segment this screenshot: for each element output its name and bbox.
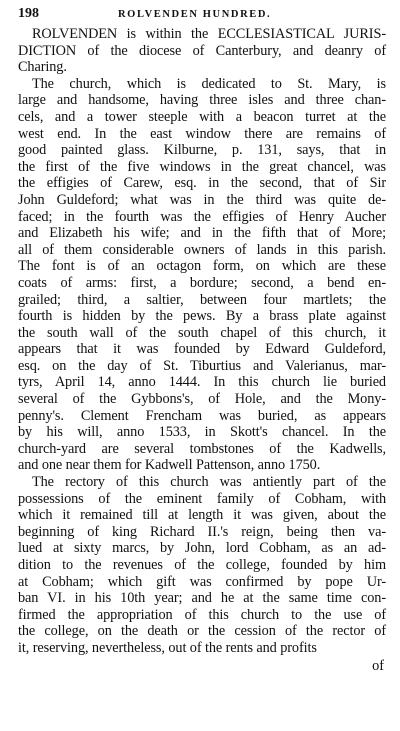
text-line: possessions of the eminent family of Cobham, with: [18, 490, 386, 507]
text-line: which it remained till at length it was given, about the: [18, 507, 386, 524]
page-number: 198: [18, 6, 39, 21]
text-line: tyrs, April 14, anno 1444. In this church lie buried: [18, 374, 386, 391]
text-line: the south wall of the south chapel of this church, it: [18, 324, 386, 341]
text-line: lued at sixty marcs, by John, lord Cobham, as an ad-: [18, 540, 386, 557]
text-line: The church, which is dedicated to St. Mary, is: [32, 75, 386, 92]
text-line: The rectory of this church was antiently part of the: [32, 474, 386, 491]
text-line: church-yard are several tombstones of the Kadwells,: [18, 440, 386, 457]
text-line: ROLVENDEN is within the ECCLESIASTICAL JURIS-: [32, 26, 386, 42]
text-line: faced; in the fourth was the effigies of Henry Aucher: [18, 208, 386, 225]
text-line: DICTION of the diocese of Canterbury, and deanry of: [18, 42, 386, 59]
text-line: several of the Gybbons's, of Hole, and the Mony-: [18, 391, 386, 408]
text-line: it, reserving, nevertheless, out of the rents and profits: [18, 639, 317, 656]
text-line: beginning of king Richard II.'s reign, being then va-: [18, 523, 386, 540]
text-line: all of them considerable owners of lands in this parish.: [18, 241, 386, 258]
text-line: cels, and a tower steeple with a beacon turret at the: [18, 108, 386, 125]
text-line: John Guldeford; what was in the third was quite de-: [18, 191, 386, 208]
page-header: [18, 6, 386, 26]
paragraph: [18, 26, 386, 76]
text-line: the college, on the death or the cession of the rector of: [18, 623, 386, 640]
paragraph: [18, 76, 386, 474]
text-line: good painted glass. Kilburne, p. 131, says, that in: [18, 142, 386, 159]
text-line: large and handsome, having three isles and three chan-: [18, 92, 386, 109]
text-line: the effigies of Carew, esq. in the second, that of Sir: [18, 175, 386, 192]
text-line: The font is of an octagon form, on which are these: [18, 258, 386, 275]
text-line: west end. In the east window there are remains of: [18, 125, 386, 142]
body-text: [18, 26, 386, 657]
running-head: ROLVENDEN HUNDRED.: [118, 9, 272, 20]
text-line: penny's. Clement Frencham was buried, as appears: [18, 407, 386, 424]
catchword: of: [372, 657, 384, 674]
text-line: and one near them for Kadwell Pattenson, anno 1750.: [18, 457, 321, 474]
paragraph: [18, 474, 386, 657]
text-line: dition to the revenues of the college, founded by him: [18, 557, 386, 573]
text-line: grailed; third, a saltier, between four martlets; the: [18, 291, 386, 308]
text-line: by his will, anno 1533, in Skott's chancel. In the: [18, 424, 386, 441]
text-line: esq. on the day of St. Tiburtius and Valerianus, mar-: [18, 357, 386, 374]
text-line: ban VI. in his 10th year; and he at the same time con-: [18, 590, 386, 607]
text-line: Charing.: [18, 59, 67, 76]
text-line: firmed the appropriation of this church to the use of: [18, 606, 386, 623]
text-line: coats of arms: first, a bordure; second, a bend en-: [18, 274, 386, 291]
text-line: appears that it was founded by Edward Guldeford,: [18, 341, 386, 358]
text-line: and Elizabeth his wife; and in the fifth that of More;: [18, 225, 386, 242]
text-line: the first of the five windows in the great chancel, was: [18, 158, 386, 175]
text-line: at Cobham; which gift was confirmed by pope Ur-: [18, 573, 386, 590]
text-line: fourth is hidden by the pews. By a brass plate against: [18, 308, 386, 325]
